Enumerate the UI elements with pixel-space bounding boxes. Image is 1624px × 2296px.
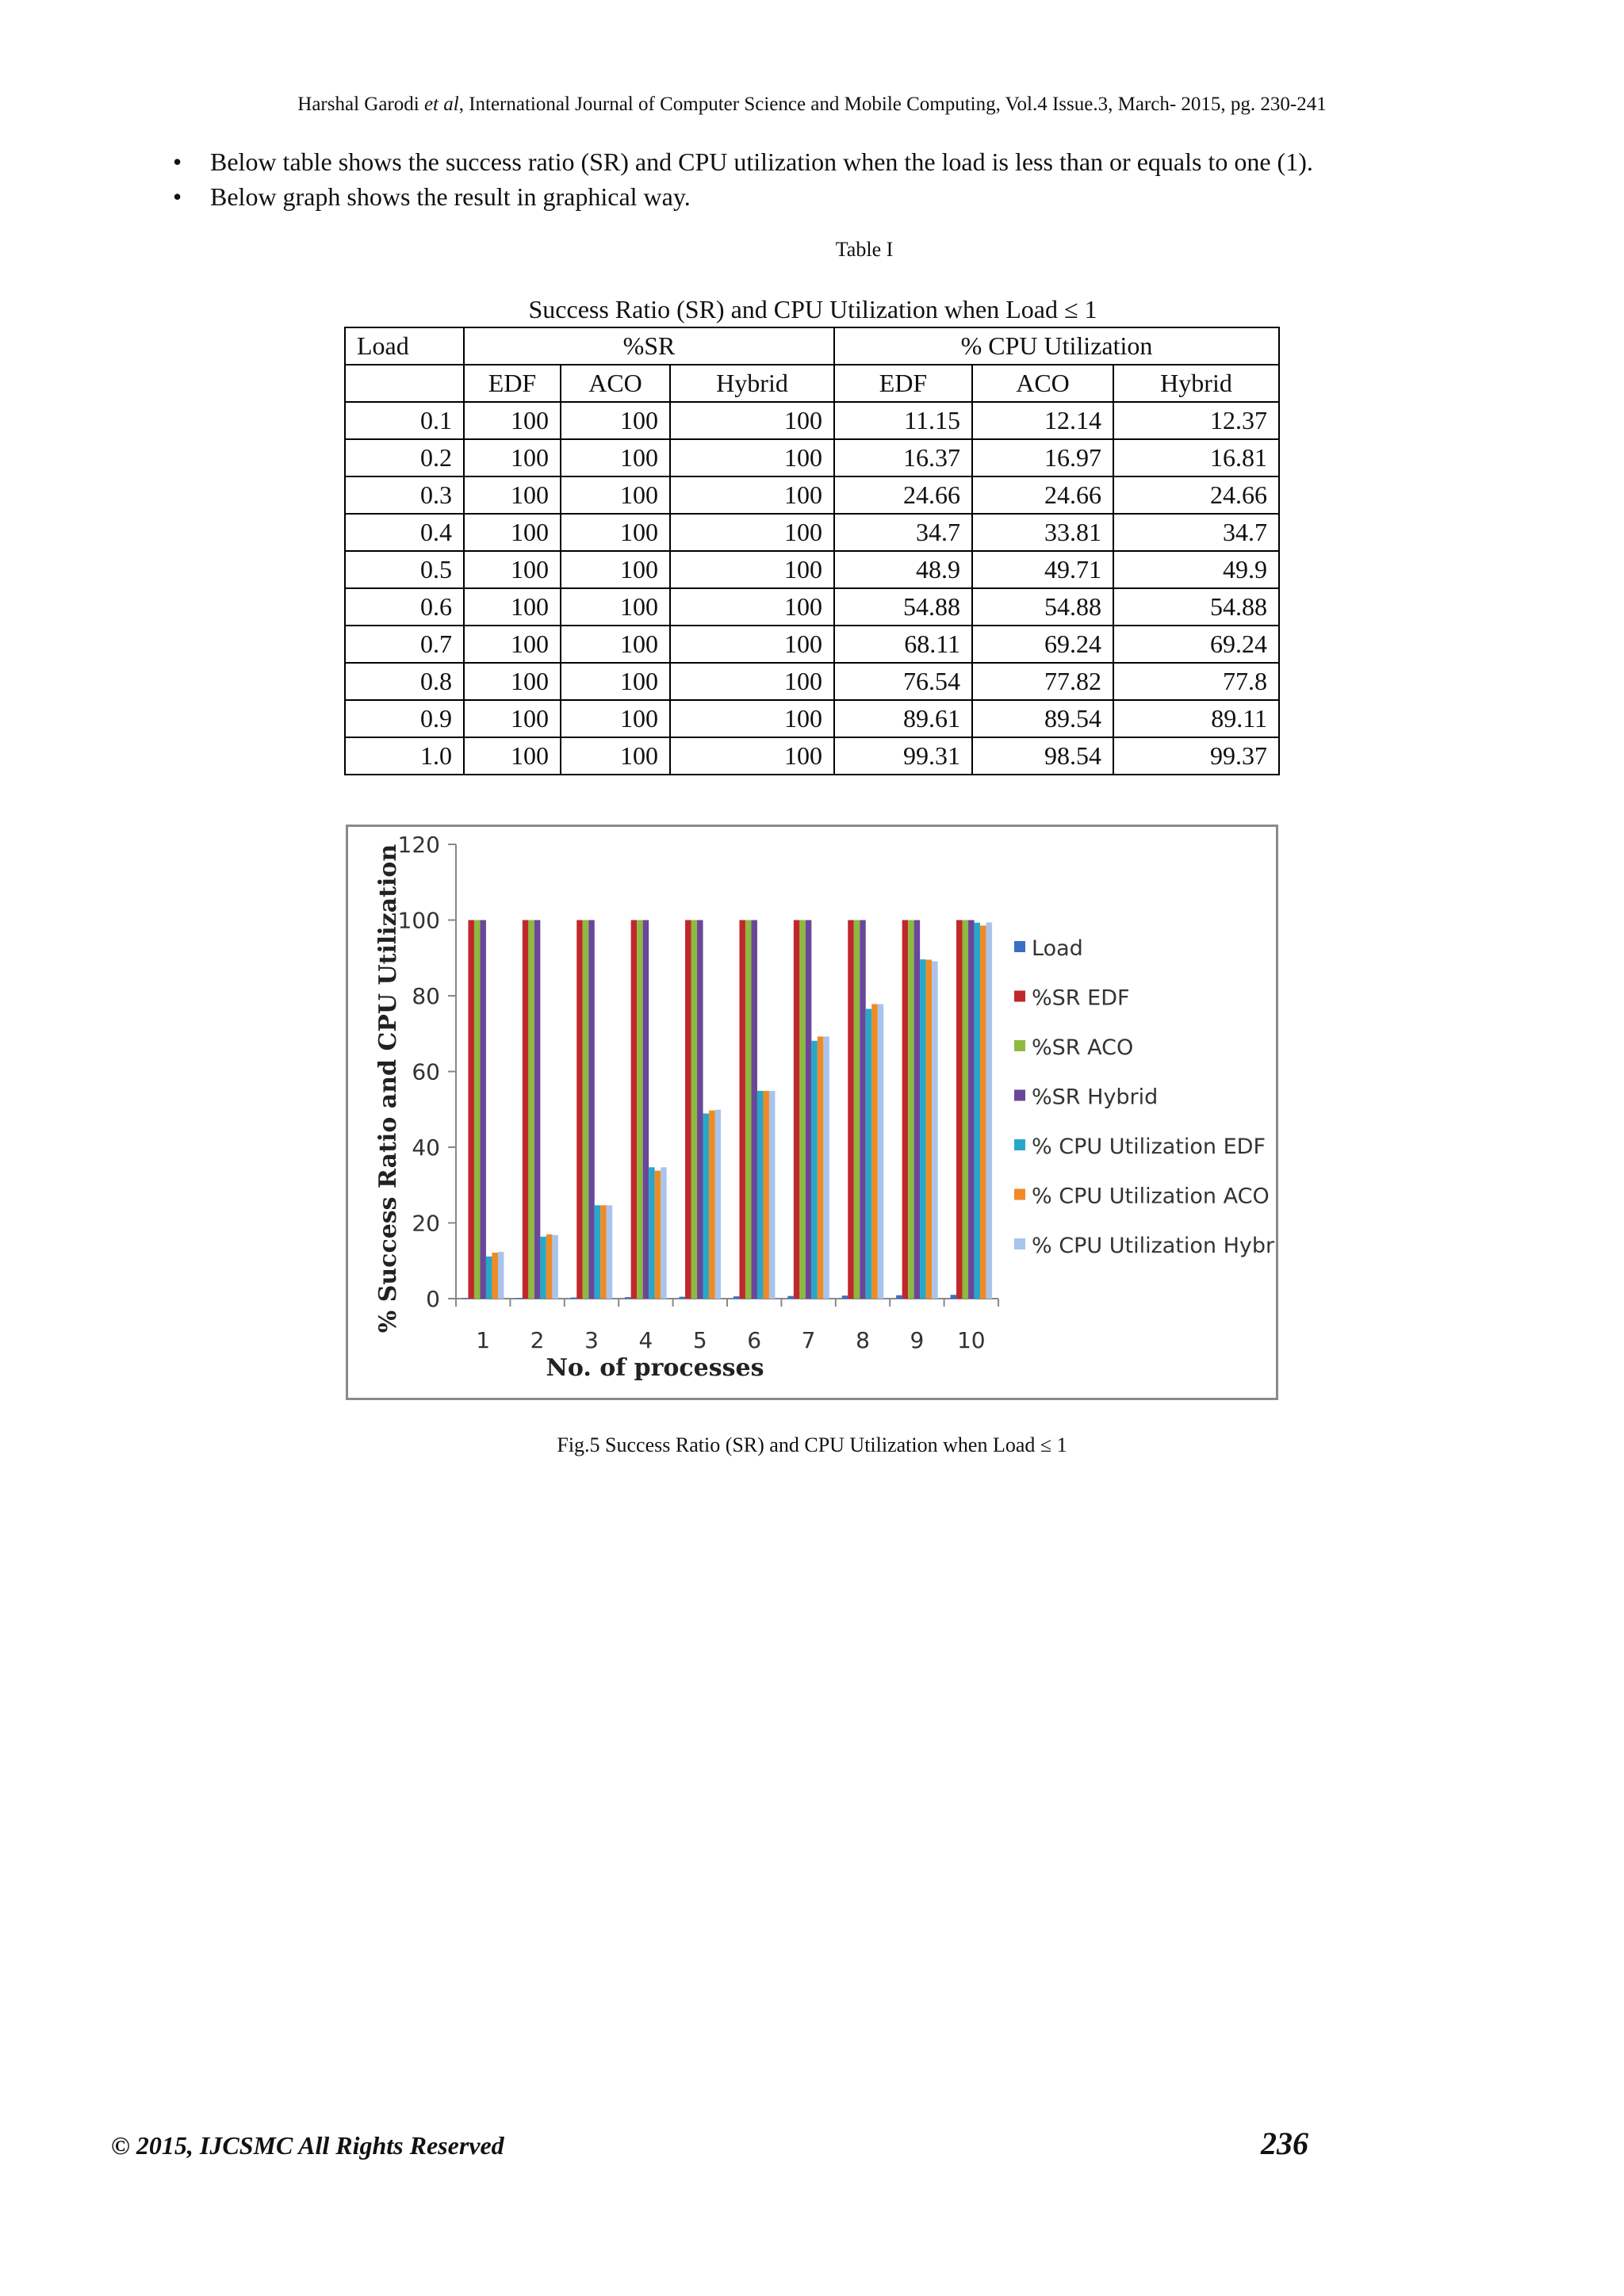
value-cell: 16.81 bbox=[1113, 439, 1279, 476]
table-row bbox=[345, 588, 1279, 626]
value-cell: 100 bbox=[464, 700, 561, 737]
value-cell: 54.88 bbox=[1113, 588, 1279, 626]
subheader-cell: EDF bbox=[464, 365, 561, 402]
x-tick-label: 3 bbox=[584, 1327, 599, 1353]
bar bbox=[528, 920, 534, 1299]
value-cell: 100 bbox=[561, 439, 670, 476]
bar bbox=[794, 920, 800, 1299]
load-cell: 1.0 bbox=[345, 737, 464, 775]
value-cell: 100 bbox=[464, 588, 561, 626]
bar bbox=[492, 1253, 498, 1299]
bar bbox=[649, 1167, 655, 1299]
x-tick-label: 5 bbox=[692, 1327, 707, 1353]
value-cell: 69.24 bbox=[1113, 626, 1279, 663]
bar bbox=[680, 1297, 686, 1299]
subheader-cell: EDF bbox=[834, 365, 972, 402]
bar bbox=[751, 920, 757, 1299]
legend-swatch bbox=[1014, 1040, 1025, 1051]
table-header-row bbox=[345, 327, 1279, 365]
value-cell: 100 bbox=[464, 551, 561, 588]
value-cell: 12.37 bbox=[1113, 402, 1279, 439]
bar bbox=[908, 920, 914, 1299]
value-cell: 100 bbox=[464, 402, 561, 439]
value-cell: 100 bbox=[561, 551, 670, 588]
table-subheader-row bbox=[345, 365, 1279, 402]
value-cell: 12.14 bbox=[972, 402, 1113, 439]
bar bbox=[757, 1091, 764, 1299]
legend-swatch bbox=[1014, 1139, 1025, 1150]
bar bbox=[534, 920, 541, 1299]
y-tick-label: 60 bbox=[412, 1058, 440, 1085]
bar bbox=[860, 920, 866, 1299]
value-cell: 100 bbox=[464, 737, 561, 775]
bar bbox=[902, 920, 909, 1299]
bar bbox=[787, 1296, 794, 1299]
subheader-empty bbox=[345, 365, 464, 402]
bar bbox=[462, 1298, 469, 1299]
bar bbox=[523, 920, 529, 1299]
bar bbox=[631, 920, 638, 1299]
bullet-marker: • bbox=[173, 182, 182, 211]
bar bbox=[866, 1009, 872, 1299]
bar bbox=[920, 959, 926, 1299]
y-tick-label: 120 bbox=[397, 832, 440, 858]
bar bbox=[763, 1091, 769, 1299]
bar bbox=[498, 1252, 504, 1299]
value-cell: 16.97 bbox=[972, 439, 1113, 476]
value-cell: 11.15 bbox=[834, 402, 972, 439]
value-cell: 54.88 bbox=[834, 588, 972, 626]
value-cell: 49.9 bbox=[1113, 551, 1279, 588]
table-label: Table I bbox=[835, 238, 894, 261]
x-tick-label: 1 bbox=[476, 1327, 491, 1353]
value-cell: 48.9 bbox=[834, 551, 972, 588]
subheader-cell: ACO bbox=[972, 365, 1113, 402]
value-cell: 100 bbox=[561, 700, 670, 737]
value-cell: 99.37 bbox=[1113, 737, 1279, 775]
legend-label: Load bbox=[1032, 936, 1083, 961]
bar bbox=[848, 920, 854, 1299]
value-cell: 76.54 bbox=[834, 663, 972, 700]
value-cell: 100 bbox=[464, 439, 561, 476]
bar bbox=[878, 1004, 884, 1299]
chart-legend bbox=[1014, 936, 1276, 1258]
bullet-item bbox=[167, 179, 1313, 214]
value-cell: 100 bbox=[561, 476, 670, 514]
subheader-cell: ACO bbox=[561, 365, 670, 402]
value-cell: 100 bbox=[670, 588, 834, 626]
chart-bars bbox=[462, 920, 992, 1299]
value-cell: 69.24 bbox=[972, 626, 1113, 663]
value-cell: 100 bbox=[561, 514, 670, 551]
bar-chart bbox=[348, 827, 1276, 1398]
bar bbox=[818, 1036, 824, 1299]
load-cell: 0.3 bbox=[345, 476, 464, 514]
legend-swatch bbox=[1014, 991, 1025, 1002]
subheader-cell: Hybrid bbox=[1113, 365, 1279, 402]
bar bbox=[516, 1298, 523, 1299]
bar bbox=[769, 1091, 776, 1299]
table-row bbox=[345, 551, 1279, 588]
bullet-text: Below table shows the success ratio (SR) and CPU utilization when the load is less than or equals to one (1). bbox=[210, 147, 1313, 176]
load-cell: 0.6 bbox=[345, 588, 464, 626]
value-cell: 100 bbox=[670, 663, 834, 700]
bar bbox=[951, 1295, 957, 1299]
x-tick-label: 4 bbox=[638, 1327, 653, 1353]
bar bbox=[806, 920, 812, 1299]
legend-label: %SR Hybrid bbox=[1032, 1085, 1159, 1110]
bar bbox=[486, 1257, 492, 1299]
value-cell: 98.54 bbox=[972, 737, 1113, 775]
legend-label: %SR EDF bbox=[1032, 985, 1130, 1011]
legend-label: % CPU Utilization Hybrid bbox=[1032, 1234, 1276, 1258]
value-cell: 49.71 bbox=[972, 551, 1113, 588]
load-cell: 0.1 bbox=[345, 402, 464, 439]
bar bbox=[975, 923, 981, 1299]
x-tick-label: 8 bbox=[856, 1327, 870, 1353]
bar bbox=[854, 920, 860, 1299]
bar bbox=[600, 1205, 607, 1299]
value-cell: 99.31 bbox=[834, 737, 972, 775]
table-title: Success Ratio (SR) and CPU Utilization when Load ≤ 1 bbox=[528, 295, 1097, 323]
table-row bbox=[345, 626, 1279, 663]
bar bbox=[474, 920, 481, 1299]
chart-frame bbox=[346, 825, 1278, 1400]
bar bbox=[956, 920, 963, 1299]
value-cell: 100 bbox=[561, 588, 670, 626]
header-cpu: % CPU Utilization bbox=[834, 327, 1279, 365]
bar bbox=[480, 920, 486, 1299]
bullet-marker: • bbox=[173, 147, 182, 176]
bar bbox=[546, 1234, 553, 1299]
results-table bbox=[344, 327, 1280, 775]
bar bbox=[697, 920, 703, 1299]
value-cell: 100 bbox=[561, 663, 670, 700]
bar bbox=[571, 1298, 577, 1299]
y-tick-label: 20 bbox=[412, 1210, 440, 1237]
bar bbox=[691, 920, 698, 1299]
load-cell: 0.8 bbox=[345, 663, 464, 700]
value-cell: 100 bbox=[670, 626, 834, 663]
bar bbox=[914, 920, 921, 1299]
bar bbox=[655, 1171, 661, 1299]
bar bbox=[739, 920, 745, 1299]
value-cell: 68.11 bbox=[834, 626, 972, 663]
load-cell: 0.2 bbox=[345, 439, 464, 476]
value-cell: 100 bbox=[464, 476, 561, 514]
value-cell: 100 bbox=[670, 700, 834, 737]
value-cell: 100 bbox=[670, 514, 834, 551]
value-cell: 77.82 bbox=[972, 663, 1113, 700]
table-row bbox=[345, 514, 1279, 551]
y-tick-label: 0 bbox=[426, 1286, 440, 1312]
value-cell: 100 bbox=[464, 514, 561, 551]
value-cell: 100 bbox=[670, 737, 834, 775]
table-row bbox=[345, 476, 1279, 514]
legend-swatch bbox=[1014, 1238, 1025, 1249]
y-axis-label: % Success Ratio and CPU Utilization bbox=[374, 844, 402, 1334]
bar bbox=[625, 1297, 631, 1299]
running-header bbox=[0, 94, 1624, 116]
bar bbox=[607, 1205, 613, 1299]
value-cell: 100 bbox=[670, 439, 834, 476]
bar bbox=[986, 923, 993, 1299]
bar bbox=[583, 920, 589, 1299]
value-cell: 89.11 bbox=[1113, 700, 1279, 737]
x-axis-label: No. of processes bbox=[546, 1354, 764, 1382]
x-tick-label: 2 bbox=[530, 1327, 545, 1353]
header-journal: , International Journal of Computer Science and Mobile Computing, Vol.4 Issue.3, March- 2015, pg. 230-241 bbox=[458, 94, 1327, 115]
subheader-cell: Hybrid bbox=[670, 365, 834, 402]
y-tick-label: 40 bbox=[412, 1135, 440, 1161]
y-tick-label: 100 bbox=[397, 907, 440, 934]
x-tick-label: 9 bbox=[910, 1327, 925, 1353]
legend-swatch bbox=[1014, 941, 1025, 952]
bar bbox=[926, 959, 933, 1299]
bar bbox=[661, 1167, 667, 1299]
bar bbox=[588, 920, 595, 1299]
load-cell: 0.4 bbox=[345, 514, 464, 551]
value-cell: 89.54 bbox=[972, 700, 1113, 737]
bar bbox=[968, 920, 975, 1299]
legend-label: % CPU Utilization ACO bbox=[1032, 1184, 1270, 1209]
load-cell: 0.9 bbox=[345, 700, 464, 737]
bullet-text: Below graph shows the result in graphical way. bbox=[210, 182, 691, 211]
bar bbox=[468, 920, 474, 1299]
value-cell: 77.8 bbox=[1113, 663, 1279, 700]
bar bbox=[709, 1111, 715, 1299]
bar bbox=[980, 925, 986, 1299]
bar bbox=[932, 961, 938, 1299]
bar bbox=[595, 1205, 601, 1299]
value-cell: 100 bbox=[464, 663, 561, 700]
bar bbox=[685, 920, 691, 1299]
figure-caption: Fig.5 Success Ratio (SR) and CPU Utilization when Load ≤ 1 bbox=[557, 1433, 1067, 1456]
value-cell: 33.81 bbox=[972, 514, 1113, 551]
bar bbox=[643, 920, 649, 1299]
copyright-notice: © 2015, IJCSMC All Rights Reserved bbox=[111, 2131, 504, 2160]
legend-label: %SR ACO bbox=[1032, 1035, 1134, 1060]
value-cell: 16.37 bbox=[834, 439, 972, 476]
value-cell: 24.66 bbox=[834, 476, 972, 514]
page-number: 236 bbox=[1261, 2126, 1308, 2161]
header-load: Load bbox=[345, 327, 464, 365]
bar bbox=[823, 1036, 829, 1299]
value-cell: 24.66 bbox=[972, 476, 1113, 514]
bar bbox=[703, 1114, 710, 1299]
value-cell: 54.88 bbox=[972, 588, 1113, 626]
bar bbox=[896, 1295, 902, 1299]
bar bbox=[799, 920, 806, 1299]
bar bbox=[811, 1041, 818, 1299]
value-cell: 100 bbox=[561, 402, 670, 439]
value-cell: 34.7 bbox=[834, 514, 972, 551]
value-cell: 100 bbox=[464, 626, 561, 663]
y-tick-label: 80 bbox=[412, 983, 440, 1009]
table-row bbox=[345, 737, 1279, 775]
bullet-item bbox=[167, 144, 1313, 179]
x-tick-label: 6 bbox=[747, 1327, 762, 1353]
legend-swatch bbox=[1014, 1189, 1025, 1200]
table-row bbox=[345, 700, 1279, 737]
value-cell: 100 bbox=[670, 402, 834, 439]
load-cell: 0.7 bbox=[345, 626, 464, 663]
value-cell: 100 bbox=[561, 737, 670, 775]
header-etal: et al bbox=[423, 94, 459, 115]
bar bbox=[871, 1004, 878, 1299]
bar bbox=[963, 920, 969, 1299]
table-row bbox=[345, 663, 1279, 700]
bar bbox=[715, 1110, 722, 1299]
header-sr: %SR bbox=[464, 327, 834, 365]
bar bbox=[576, 920, 583, 1299]
bar bbox=[552, 1235, 558, 1299]
legend-label: % CPU Utilization EDF bbox=[1032, 1135, 1266, 1159]
header-author: Harshal Garodi bbox=[297, 94, 424, 115]
bar bbox=[540, 1237, 546, 1299]
value-cell: 24.66 bbox=[1113, 476, 1279, 514]
value-cell: 100 bbox=[561, 626, 670, 663]
value-cell: 100 bbox=[670, 551, 834, 588]
value-cell: 100 bbox=[670, 476, 834, 514]
bar bbox=[842, 1295, 848, 1299]
legend-swatch bbox=[1014, 1090, 1025, 1101]
bullet-list bbox=[167, 144, 1313, 214]
value-cell: 89.61 bbox=[834, 700, 972, 737]
bar bbox=[637, 920, 643, 1299]
load-cell: 0.5 bbox=[345, 551, 464, 588]
table-row bbox=[345, 402, 1279, 439]
bar bbox=[745, 920, 752, 1299]
x-tick-label: 7 bbox=[801, 1327, 816, 1353]
bar bbox=[733, 1296, 740, 1299]
x-tick-label: 10 bbox=[956, 1327, 986, 1353]
table-row bbox=[345, 439, 1279, 476]
value-cell: 34.7 bbox=[1113, 514, 1279, 551]
